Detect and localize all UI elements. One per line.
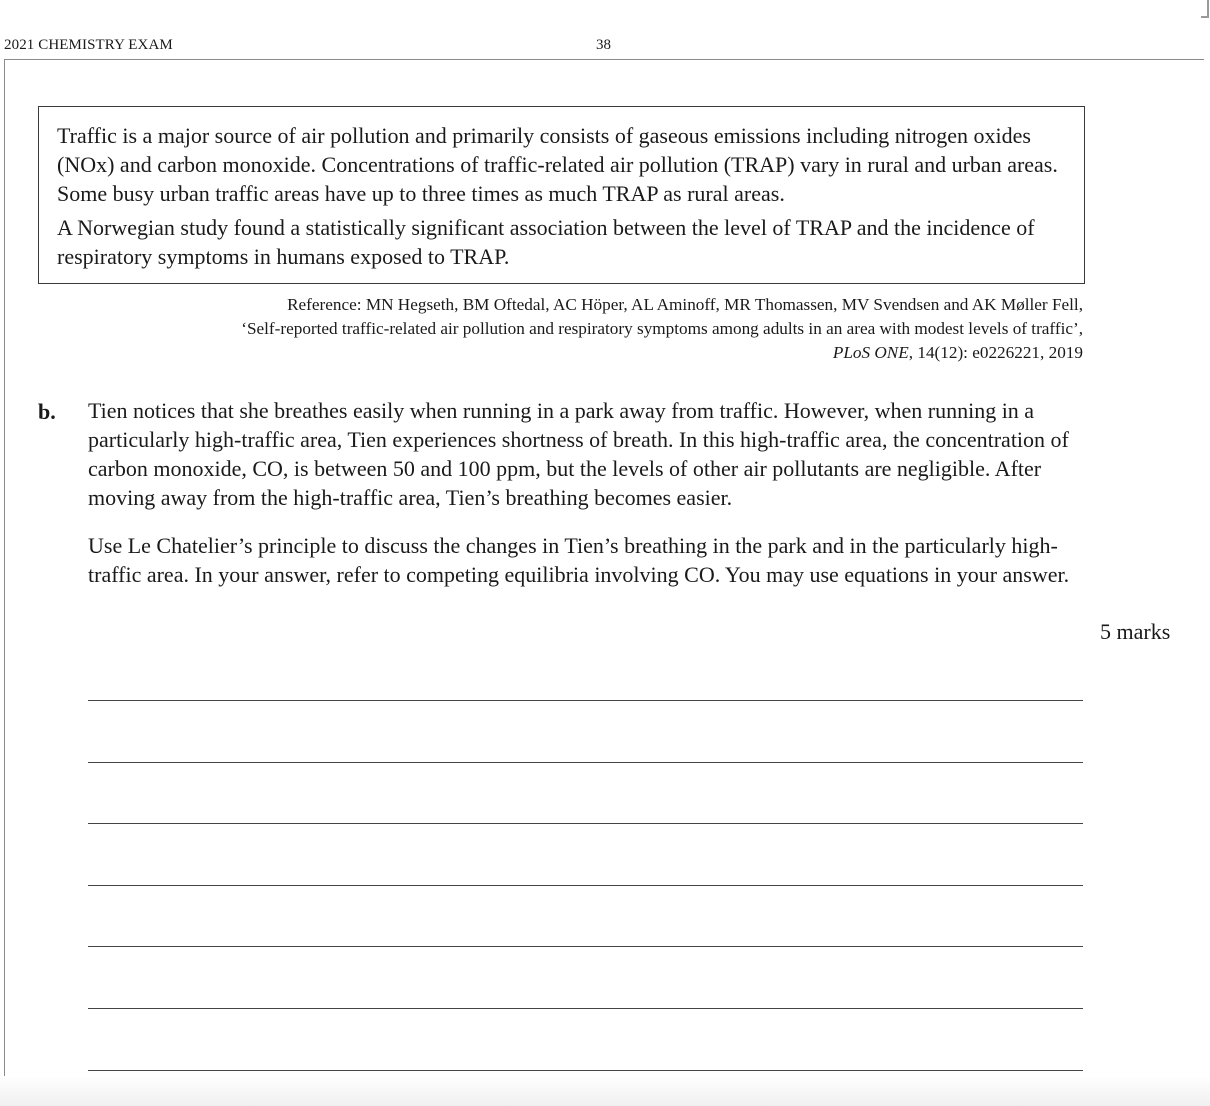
stimulus-paragraph-1: Traffic is a major source of air pollution and primarily consists of gaseous emissions including nitrogen oxides (NOx) and carbon monoxide. Concentrations of traffic-related air pollution (TRAP) vary in rural and urban areas. Some busy urban traffic areas have up to three times as much TRAP as rural areas. — [57, 123, 1058, 206]
reference-citation — [100, 293, 1083, 365]
reference-line-3 — [100, 341, 1083, 365]
page-number: 38 — [596, 37, 611, 53]
question-body — [88, 396, 1078, 589]
answer-line[interactable] — [88, 823, 1083, 824]
citation-details: , 14(12): e0226221, 2019 — [908, 343, 1083, 362]
question-scenario: Tien notices that she breathes easily when running in a park away from traffic. However, when running in a particularly high-traffic area, Tien experiences shortness of breath. In this high-traffic area, the concentration of carbon monoxide, CO, is between 50 and 100 ppm, but the levels of other air pollutants are negligible. After moving away from the high-traffic area, Tien’s breathing becomes easier. — [88, 398, 1069, 510]
answer-line[interactable] — [88, 1008, 1083, 1009]
header-divider — [4, 59, 1204, 60]
stimulus-paragraph-2: A Norwegian study found a statistically significant association between the level of TRAP and the incidence of respiratory symptoms in humans exposed to TRAP. — [57, 215, 1035, 269]
answer-line[interactable] — [88, 762, 1083, 763]
page-corner-mark — [1201, 0, 1209, 18]
marks-allocation: 5 marks — [1100, 619, 1171, 644]
exam-title: 2021 CHEMISTRY EXAM — [4, 37, 173, 53]
page-bottom-shadow — [0, 1076, 1210, 1106]
answer-line[interactable] — [88, 946, 1083, 947]
reference-line-1: Reference: MN Hegseth, BM Oftedal, AC Höper, AL Aminoff, MR Thomassen, MV Svendsen and AK Møller Fell, — [287, 295, 1083, 314]
page-left-border — [4, 60, 5, 1106]
question-label: b. — [38, 399, 56, 424]
answer-line[interactable] — [88, 700, 1083, 701]
reference-line-2: ‘Self-reported traffic-related air pollution and respiratory symptoms among adults in an area with modest levels of traffic’, — [241, 319, 1083, 338]
answer-line[interactable] — [88, 885, 1083, 886]
stimulus-box — [38, 106, 1085, 284]
question-instruction: Use Le Chatelier’s principle to discuss the changes in Tien’s breathing in the park and in the particularly high-traffic area. In your answer, refer to competing equilibria involving CO. You may use equations in your answer. — [88, 533, 1070, 587]
journal-name: PLoS ONE — [832, 343, 909, 362]
answer-line[interactable] — [88, 1070, 1083, 1071]
